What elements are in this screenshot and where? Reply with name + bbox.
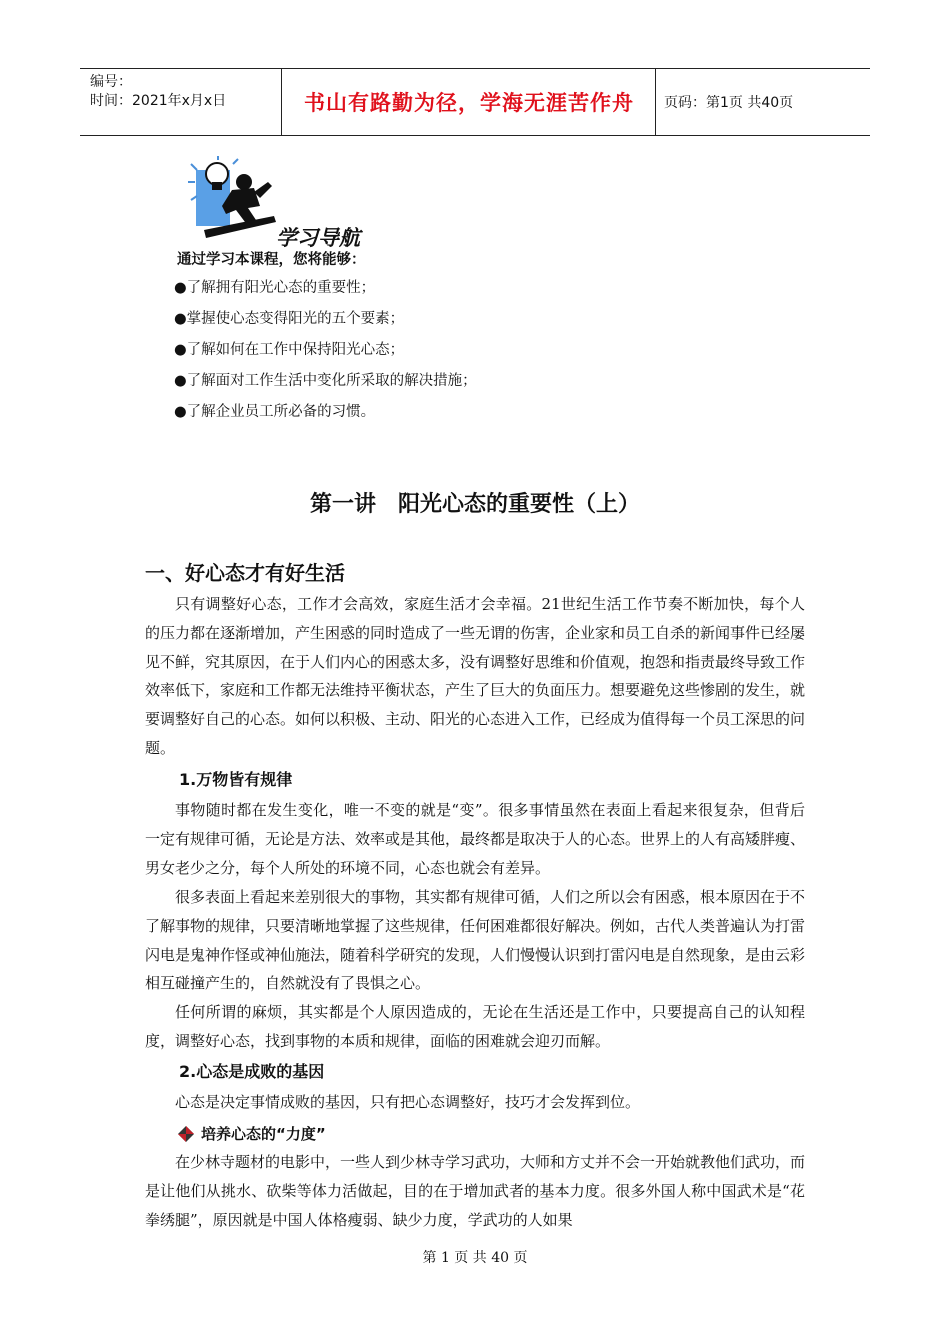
objective-item: ●了解企业员工所必备的习惯。 <box>174 404 376 420</box>
page-header <box>80 68 870 136</box>
body-paragraph: 心态是决定事情成败的基因，只有把心态调整好，技巧才会发挥到位。 <box>175 1093 641 1111</box>
subsection-heading: 2.心态是成败的基因 <box>179 1062 325 1081</box>
page-footer: 第 1 页 共 40 页 <box>422 1250 528 1266</box>
navigation-title: 学习导航 <box>276 225 360 250</box>
diamond-bullet-icon <box>178 1126 194 1142</box>
body-paragraph: 很多表面上看起来差别很大的事物，其实都有规律可循，人们之所以会有困惑，根本原因在于不了解事物的规律，只要清晰地掌握了这些规律，任何困难都很好解决。例如，古代人类普遍认为打雷闪电是鬼神作怪或神仙施法，随着科学研究的发现，人们慢慢认识到打雷闪电是自然现象，是由云彩相互碰撞产生的，自然就没有了畏惧之心。 <box>145 888 806 993</box>
section-heading: 一、好心态才有好生活 <box>145 561 345 585</box>
lecture-title: 第一讲 阳光心态的重要性（上） <box>309 492 640 517</box>
objective-item: ●了解拥有阳光心态的重要性； <box>174 280 376 296</box>
objective-item: ●掌握使心态变得阳光的五个要素； <box>174 311 405 327</box>
header-number-label: 编号： <box>90 74 132 90</box>
header-time-label: 时间：2021年x月x日 <box>90 93 227 109</box>
header-meta <box>90 73 226 111</box>
body-paragraph: 任何所谓的麻烦，其实都是个人原因造成的，无论在生活还是工作中，只要提高自己的认知程度，调整好心态，找到事物的本质和规律，面临的困难就会迎刃而解。 <box>145 1003 805 1050</box>
body-paragraph: 事物随时都在发生变化，唯一不变的就是“变”。很多事情虽然在表面上看起来很复杂，但背后一定有规律可循，无论是方法、效率或是其他，最终都是取决于人的心态。世界上的人有高矮胖瘦、男女老少之分，每个人所处的环境不同，心态也就会有差异。 <box>145 801 806 877</box>
objective-item: ●了解面对工作生活中变化所采取的解决措施； <box>174 373 477 389</box>
objective-item: ●了解如何在工作中保持阳光心态； <box>174 342 405 358</box>
header-page-info: 页码：第1页 共40页 <box>664 95 794 111</box>
header-motto: 书山有路勤为径，学海无涯苦作舟 <box>304 91 634 115</box>
body-paragraph: 只有调整好心态，工作才会高效，家庭生活才会幸福。21世纪生活工作节奏不断加快，每个人的压力都在逐渐增加，产生困惑的同时造成了一些无谓的伤害，企业家和员工自杀的新闻事件已经屡见不鲜，究其原因，在于人们内心的困惑太多，没有调整好思维和价值观，抱怨和指责最终导致工作效率低下，家庭和工作都无法维持平衡状态，产生了巨大的负面压力。想要避免这些惨剧的发生，就要调整好自己的心态。如何以积极、主动、阳光的心态进入工作，已经成为值得每一个员工深思的问题。 <box>145 595 806 757</box>
point-heading <box>178 1123 326 1144</box>
learning-guide-icon <box>188 156 278 242</box>
body-paragraph: 在少林寺题材的电影中，一些人到少林寺学习武功，大师和方丈并不会一开始就教他们武功，而是让他们从挑水、砍柴等体力活做起，目的在于增加武者的基本力度。很多外国人称中国武术是“花拳绣腿”，原因就是中国人体格瘦弱、缺少力度，学武功的人如果 <box>145 1153 806 1229</box>
point-heading-label: 培养心态的“力度” <box>201 1125 326 1143</box>
navigation-intro: 通过学习本课程，您将能够： <box>177 252 366 268</box>
subsection-heading: 1.万物皆有规律 <box>179 770 293 789</box>
